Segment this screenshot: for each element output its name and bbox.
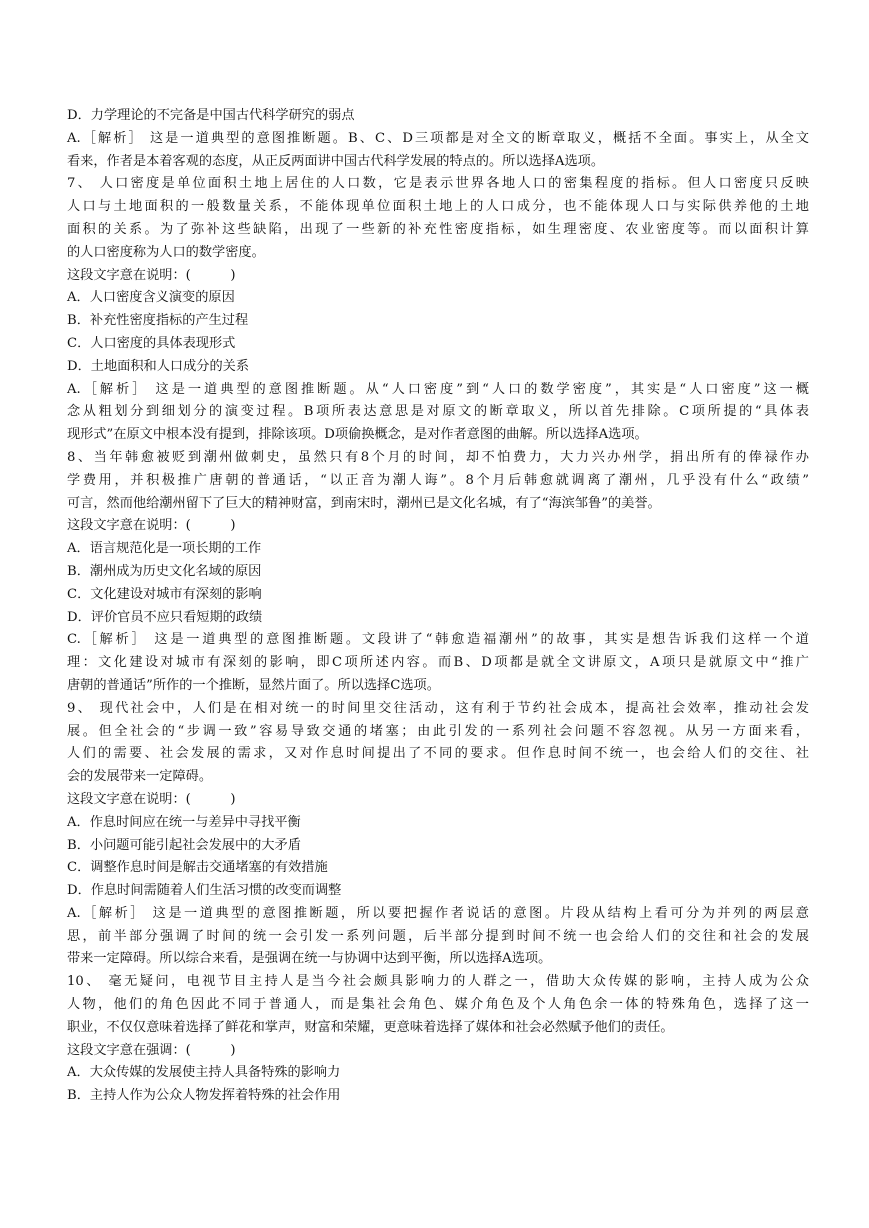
text-line: 思，前半部分强调了时间的统一会引发一系列问题，后半部分提到时间不统一也会给人们的交往和社会的发展 <box>67 928 809 944</box>
question-prompt <box>67 789 809 812</box>
answer-option <box>67 310 809 333</box>
text-line: D．评价官员不应只看短期的政绩 <box>67 609 263 625</box>
answer-option <box>67 538 809 561</box>
text-line: 展。但全社会的“步调一致”容易导致交通的堵塞；由此引发的一系列社会问题不容忽视。从另一方面来看， <box>67 723 809 739</box>
answer-option <box>67 835 809 858</box>
text-line: A．人口密度含义演变的原因 <box>67 290 235 306</box>
answer-option <box>67 561 809 584</box>
answer-option <box>67 1085 809 1108</box>
text-line: 面积的关系。为了弥补这些缺陷，出现了一些新的补充性密度指标，如生理密度、农业密度等。而以面积计算 <box>67 221 809 237</box>
text-line: 唐朝的普通话”所作的一个推断，显然片面了。所以选择C选项。 <box>67 677 440 693</box>
question-prompt <box>67 265 809 288</box>
text-line: 理：文化建设对城市有深刻的影响，即C项所述内容。而B、D项都是就全文讲原文，A项只是就原文中“推广 <box>67 655 809 671</box>
text-line: 这段文字意在说明：( ) <box>67 267 236 283</box>
question-paragraph <box>67 173 809 264</box>
text-line: 9、 现代社会中，人们是在相对统一的时间里交往活动，这有利于节约社会成本，提高社会效率，推动社会发 <box>67 700 809 716</box>
question-prompt <box>67 515 809 538</box>
text-line: B．小问题可能引起社会发展中的大矛盾 <box>67 837 301 853</box>
text-line: 8、当年韩愈被贬到潮州做刺史，虽然只有8个月的时间，却不怕费力，大力兴办州学，捐出所有的俸禄作办 <box>67 449 809 465</box>
text-line: 可言，然而他给潮州留下了巨大的精神财富，到南宋时，潮州已是文化名城，有了“海滨邹鲁”的美誉。 <box>67 495 661 511</box>
text-line: 现形式”在原文中根本没有提到，排除该项。D项偷换概念，是对作者意图的曲解。所以选择A选项。 <box>67 427 648 443</box>
text-line: 人口与土地面积的一般数量关系，不能体现单位面积土地上的人口成分，也不能体现人口与实际供养他的土地 <box>67 199 809 215</box>
text-line: 念从粗划分到细划分的演变过程。B项所表达意思是对原文的断章取义，所以首先排除。C项所提的“具体表 <box>67 404 809 420</box>
text-line: C．调整作息时间是解击交通堵塞的有效措施 <box>67 860 328 876</box>
answer-option <box>67 857 809 880</box>
answer-option <box>67 333 809 356</box>
text-line: D．作息时间需随着人们生活习惯的改变而调整 <box>67 883 342 899</box>
answer-explanation <box>67 903 809 971</box>
text-line: A．作息时间应在统一与差异中寻找平衡 <box>67 814 301 830</box>
answer-option <box>67 1062 809 1085</box>
text-line: 7、 人口密度是单位面积土地上居住的人口数，它是表示世界各地人口的密集程度的指标。但人口密度只反映 <box>67 176 809 192</box>
answer-explanation <box>67 128 809 174</box>
question-paragraph <box>67 447 809 515</box>
text-line: A.［解析］ 这是一道典型的意图推断题。从“人口密度”到“人口的数学密度”，其实是“人口密度”这一概 <box>67 381 809 397</box>
text-line: D．力学理论的不完备是中国古代科学研究的弱点 <box>67 108 355 123</box>
answer-explanation <box>67 379 809 447</box>
text-line: A．语言规范化是一项长期的工作 <box>67 541 262 557</box>
document-body <box>67 105 809 1108</box>
text-line: C．人口密度的具体表现形式 <box>67 335 236 351</box>
text-line: 人物，他们的角色因此不同于普通人，而是集社会角色、媒介角色及个人角色余一体的特殊角色，选择了这一 <box>67 997 809 1013</box>
text-line: A.［解析］ 这是一道典型的意图推断题，所以要把握作者说话的意图。片段从结构上看可分为并列的两层意 <box>67 905 809 921</box>
text-line: B．潮州成为历史文化名域的原因 <box>67 563 262 579</box>
answer-option <box>67 880 809 903</box>
text-line: 带来一定障碍。所以综合来看，是强调在统一与协调中达到平衡，所以选择A选项。 <box>67 951 552 967</box>
answer-option <box>67 584 809 607</box>
text-line: B．补充性密度指标的产生过程 <box>67 313 249 329</box>
question-paragraph <box>67 971 809 1039</box>
text-line: 这段文字意在说明：( ) <box>67 791 236 807</box>
answer-option <box>67 812 809 835</box>
answer-option <box>67 607 809 630</box>
text-line: 这段文字意在强调：( ) <box>67 1042 236 1058</box>
text-line: 职业，不仅仅意味着选择了鲜花和掌声，财富和荣耀，更意味着选择了媒体和社会必然赋予他们的责任。 <box>67 1019 674 1035</box>
text-line: B．主持人作为公众人物发挥着特殊的社会作用 <box>67 1088 341 1104</box>
text-line: 人们的需要、社会发展的需求，又对作息时间提出了不同的要求。但作息时间不统一，也会给人们的交往、社 <box>67 746 809 762</box>
text-line: 10、 毫无疑问，电视节目主持人是当今社会颇具影响力的人群之一，借助大众传媒的影响，主持人成为公众 <box>67 974 809 990</box>
text-line: 的人口密度称为人口的数学密度。 <box>67 244 265 260</box>
question-prompt <box>67 1040 809 1063</box>
answer-option <box>67 105 809 128</box>
text-line: A．大众传媒的发展使主持人具备特殊的影响力 <box>67 1065 341 1081</box>
answer-option <box>67 287 809 310</box>
text-line: 这段文字意在说明：( ) <box>67 518 236 534</box>
text-line: A.［解析］ 这是一道典型的意图推断题。B、C、D三项都是对全文的断章取义，概括不全面。事实上，从全文 <box>67 130 809 146</box>
answer-option <box>67 356 809 379</box>
question-paragraph <box>67 698 809 789</box>
text-line: C．文化建设对城市有深刻的影响 <box>67 586 262 602</box>
text-line: C.［解析］ 这是一道典型的意图推断题。文段讲了“韩愈造福潮州”的故事，其实是想告诉我们这样一个道 <box>67 632 809 648</box>
text-line: 会的发展带来一定障碍。 <box>67 769 213 785</box>
text-line: 看来，作者是本着客观的态度，从正反两面讲中国古代科学发展的特点的。所以选择A选项。 <box>67 153 605 169</box>
answer-explanation <box>67 629 809 697</box>
text-line: 学费用，并积极推广唐朝的普通话，“以正音为潮人诲”。8个月后韩愈就调离了潮州，几乎没有什么“政绩” <box>67 472 809 488</box>
text-line: D．土地面积和人口成分的关系 <box>67 358 250 374</box>
